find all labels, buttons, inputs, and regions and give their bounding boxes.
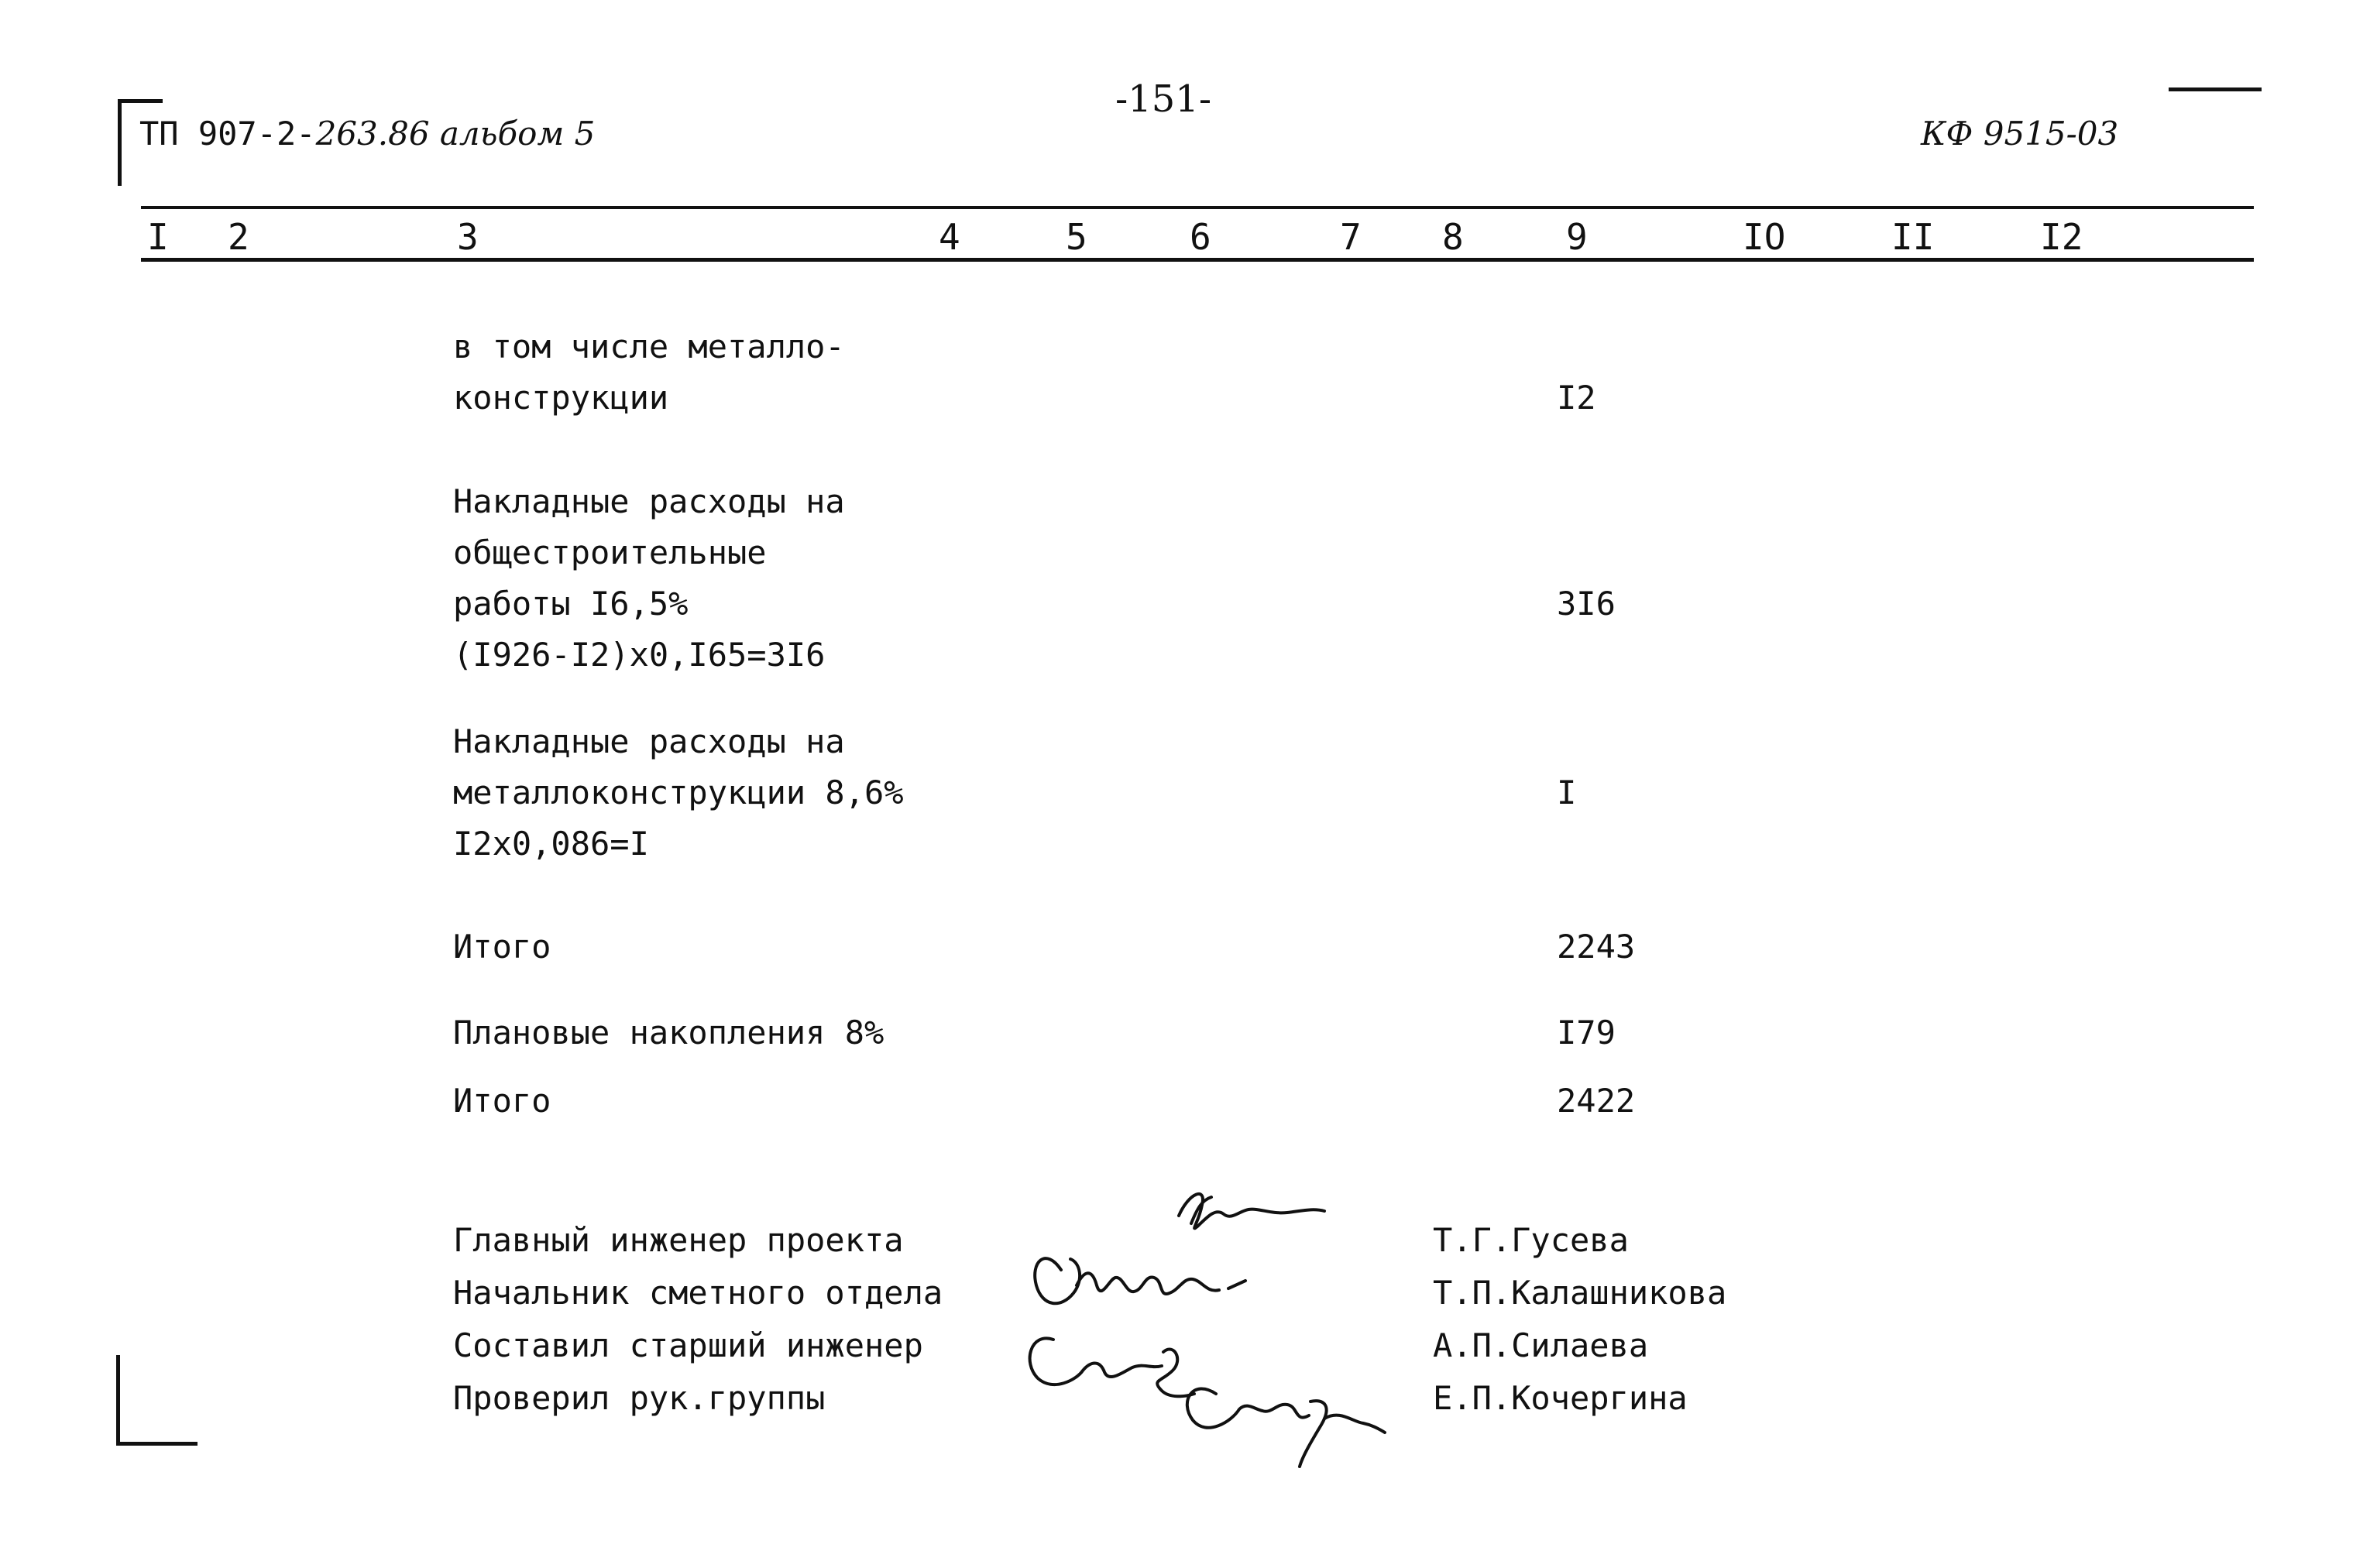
row-line: металлоконструкции 8,6% — [453, 774, 904, 811]
table-row-value: 3I6 — [1557, 585, 1616, 623]
signature-mark — [1228, 1281, 1245, 1288]
table-row-description — [453, 321, 845, 424]
column-header: 9 — [1566, 216, 1588, 258]
column-header: 4 — [939, 216, 960, 258]
column-header: I2 — [2040, 216, 2083, 258]
row-line: I2x0,086=I — [453, 825, 649, 863]
signature-mark — [1300, 1401, 1327, 1467]
table-row-value: I — [1557, 774, 1577, 811]
handwritten-signatures — [999, 1177, 1433, 1471]
signature-role: Начальник сметного отдела — [453, 1274, 943, 1312]
row-line: работы I6,5% — [453, 585, 689, 623]
signatory-name: Е.П.Кочергина — [1433, 1379, 1688, 1417]
signature-mark — [1030, 1338, 1162, 1384]
signature-mark — [1157, 1350, 1194, 1397]
row-line: Накладные расходы на — [453, 482, 845, 520]
signature-mark — [1179, 1194, 1324, 1228]
column-header: I — [147, 216, 169, 258]
table-row-description — [453, 476, 845, 681]
table-row-value: I2 — [1557, 379, 1596, 417]
signature-roles — [453, 1214, 943, 1425]
corner-top-right-horizontal — [2169, 87, 2262, 91]
page-number: -151- — [1115, 77, 1212, 121]
column-header: II — [1891, 216, 1935, 258]
corner-top-left-vertical — [118, 99, 122, 186]
row-line: Плановые накопления 8% — [453, 1014, 884, 1052]
document-reference-printed: ТП 907-2- — [139, 115, 316, 153]
signatory-name: Т.Г.Гусева — [1433, 1221, 1629, 1259]
table-row-description — [453, 921, 551, 973]
row-line: (I926-I2)x0,I65=3I6 — [453, 636, 826, 674]
row-line: Итого — [453, 1082, 551, 1120]
corner-bottom-left-vertical — [116, 1355, 120, 1444]
signature-role: Главный инженер проекта — [453, 1221, 904, 1259]
sheet-code: КФ 9515-03 — [1921, 115, 2119, 153]
header-rule-top — [141, 206, 2254, 209]
corner-bottom-left-horizontal — [116, 1442, 198, 1446]
table-row-value: 2422 — [1557, 1082, 1636, 1120]
column-header: 7 — [1340, 216, 1362, 258]
row-line: общестроительные — [453, 534, 767, 571]
signature-mark — [1035, 1258, 1080, 1303]
column-header: 2 — [228, 216, 249, 258]
row-line: конструкции — [453, 379, 669, 417]
column-header: 8 — [1442, 216, 1464, 258]
column-header: 6 — [1190, 216, 1211, 258]
column-header: 5 — [1066, 216, 1087, 258]
signature-mark — [1187, 1388, 1309, 1427]
document-reference-handwritten: 263.86 альбом 5 — [315, 115, 596, 153]
signature-mark — [1324, 1415, 1385, 1432]
table-row-description — [453, 1007, 884, 1058]
signature-mark — [1077, 1273, 1219, 1294]
row-line: в том числе металло- — [453, 328, 845, 365]
signatory-name: А.П.Силаева — [1433, 1326, 1649, 1364]
table-row-value: I79 — [1557, 1014, 1616, 1052]
row-line: Накладные расходы на — [453, 722, 845, 760]
table-row-description — [453, 1076, 551, 1127]
table-row-value: 2243 — [1557, 928, 1636, 966]
signature-role: Проверил рук.группы — [453, 1379, 826, 1417]
corner-top-left-horizontal — [118, 99, 163, 103]
signature-role: Составил старший инженер — [453, 1326, 923, 1364]
table-row-description — [453, 716, 904, 870]
signatory-name: Т.П.Калашникова — [1433, 1274, 1727, 1312]
signature-names — [1433, 1214, 1726, 1425]
column-header: 3 — [457, 216, 479, 258]
row-line: Итого — [453, 928, 551, 966]
column-header: IO — [1743, 216, 1786, 258]
document-reference — [139, 115, 595, 153]
